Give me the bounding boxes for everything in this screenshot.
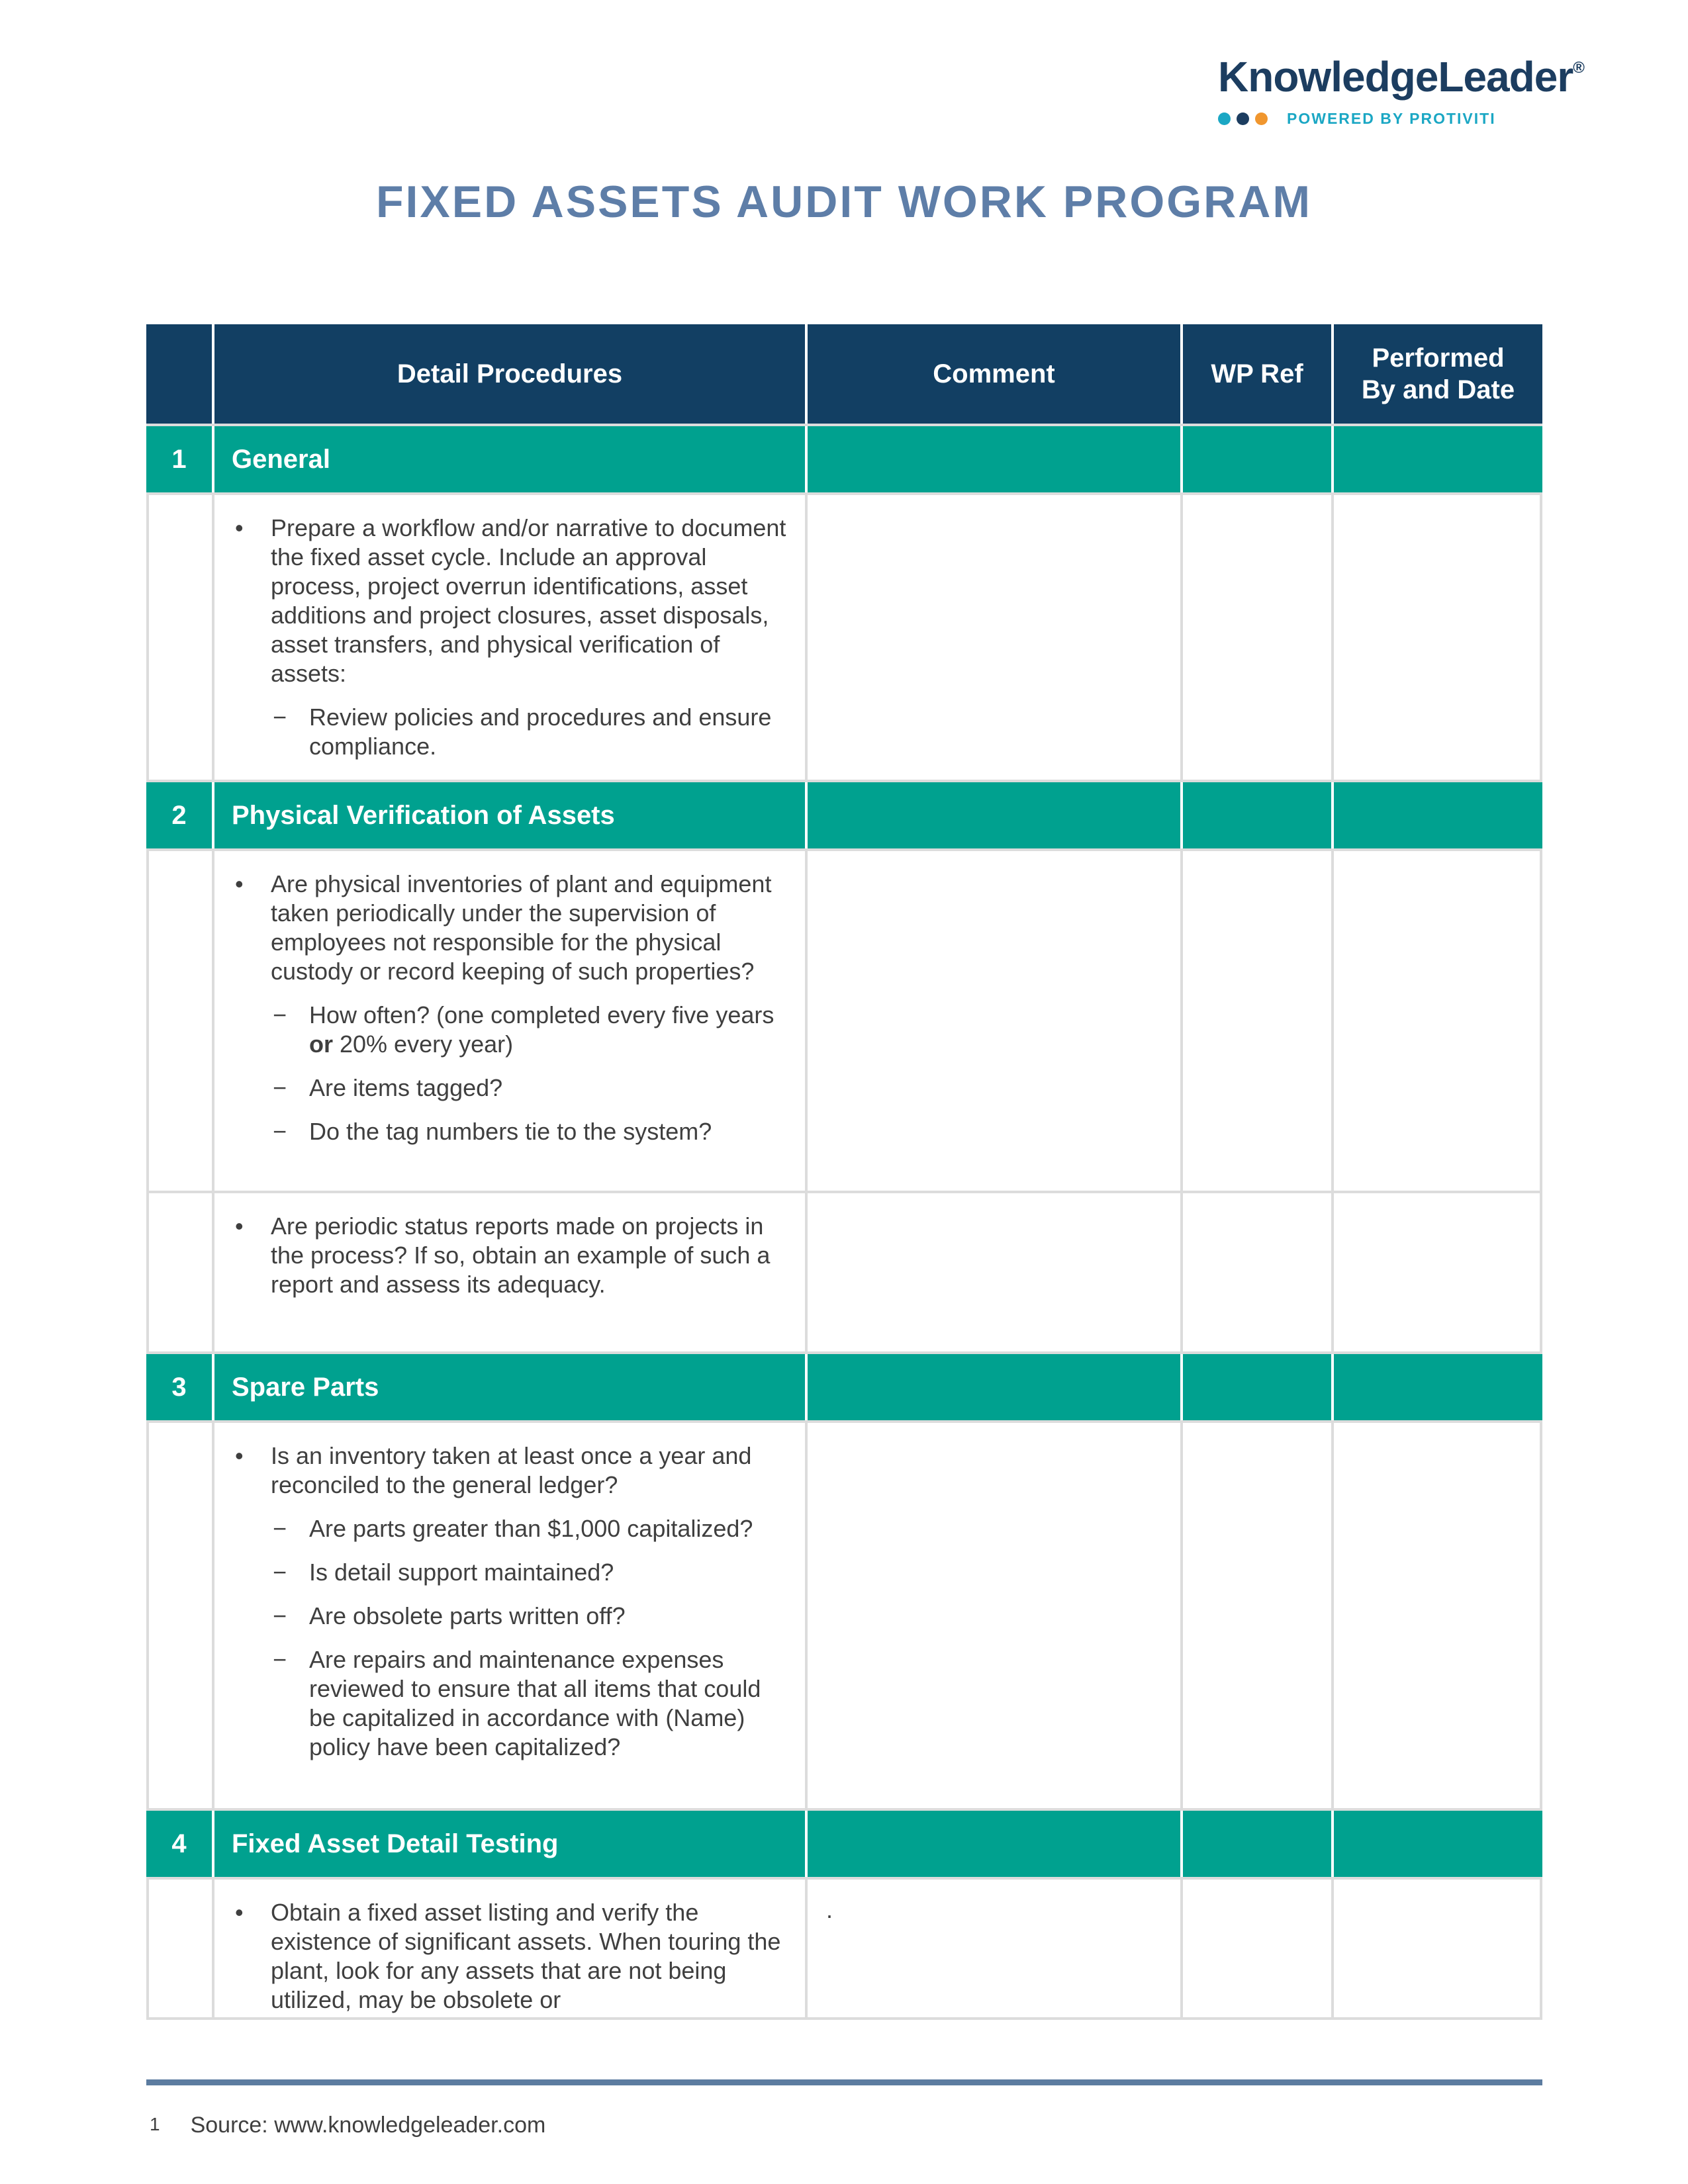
dash-marker: −	[273, 1515, 287, 1542]
header-performed-by-and-date: Performed By and Date	[1331, 324, 1542, 424]
section-row-general	[146, 424, 1542, 492]
detail-procedures-cell	[212, 1423, 805, 1808]
performed-by-cell	[1331, 851, 1542, 1191]
section-row-spare-parts	[146, 1351, 1542, 1420]
section-empty-cell	[1180, 426, 1331, 492]
wp-ref-cell	[1180, 1423, 1331, 1808]
sub-bullet-text-pre: How often? (one completed every five years	[309, 1001, 774, 1028]
logo-dot-teal-icon	[1218, 113, 1231, 125]
row-number-cell	[146, 851, 212, 1191]
registered-trademark-symbol: ®	[1573, 59, 1584, 77]
sub-bullet-text: Are items tagged?	[309, 1074, 503, 1101]
sub-bullet-item	[214, 1117, 788, 1146]
detail-row-fixed-asset-detail-testing-1	[146, 1877, 1542, 2017]
bullet-marker: •	[235, 1899, 244, 1926]
bullet-item	[214, 514, 788, 688]
row-number-cell	[146, 1193, 212, 1351]
wp-ref-cell	[1180, 495, 1331, 780]
sub-bullet-text: Are repairs and maintenance expenses reviewed to ensure that all items that could be capitalized in accordance with (Name) policy have been capitalized?	[309, 1646, 761, 1760]
footnote	[150, 2113, 545, 2138]
section-title: Physical Verification of Assets	[212, 782, 805, 848]
sub-bullet-item	[214, 1073, 788, 1103]
detail-row-physical-verification-2	[146, 1191, 1542, 1351]
comment-cell	[805, 1423, 1180, 1808]
logo-dot-navy-icon	[1237, 113, 1249, 125]
section-empty-cell	[1180, 782, 1331, 848]
dash-marker: −	[273, 1602, 287, 1629]
wp-ref-cell	[1180, 1880, 1331, 2017]
page-title: FIXED ASSETS AUDIT WORK PROGRAM	[376, 177, 1312, 227]
header-detail-procedures: Detail Procedures	[212, 324, 805, 424]
bullet-text: Prepare a workflow and/or narrative to document the fixed asset cycle. Include an approval process, project overrun identifications, asset additions and project closures, asset disposals, asset transfers, and physical verification of assets:	[271, 514, 786, 687]
table-header-row	[146, 324, 1542, 424]
sub-bullet-text: Do the tag numbers tie to the system?	[309, 1118, 712, 1145]
section-empty-cell	[805, 426, 1180, 492]
section-empty-cell	[1180, 1811, 1331, 1877]
dash-marker: −	[273, 704, 287, 731]
section-empty-cell	[805, 1354, 1180, 1420]
section-row-physical-verification	[146, 780, 1542, 848]
sub-bullet-text-post: 20% every year)	[333, 1030, 514, 1058]
sub-bullet-text: Review policies and procedures and ensure compliance.	[309, 704, 772, 760]
comment-cell	[805, 1193, 1180, 1351]
performed-by-cell	[1331, 495, 1542, 780]
sub-bullet-text	[309, 1001, 788, 1059]
section-empty-cell	[1331, 426, 1542, 492]
section-empty-cell	[1180, 1354, 1331, 1420]
footnote-number: 1	[150, 2114, 160, 2134]
section-empty-cell	[805, 782, 1180, 848]
section-number: 2	[146, 782, 212, 848]
logo-wordmark	[1218, 53, 1584, 101]
performed-by-cell	[1331, 1880, 1542, 2017]
bullet-item	[214, 870, 788, 986]
bullet-marker: •	[235, 514, 244, 541]
logo-tagline: POWERED BY PROTIVITI	[1287, 110, 1496, 127]
detail-procedures-cell	[212, 495, 805, 780]
section-row-fixed-asset-detail-testing	[146, 1808, 1542, 1877]
comment-cell	[805, 495, 1180, 780]
bullet-marker: •	[235, 870, 244, 897]
sub-bullet-item	[214, 703, 788, 761]
section-number: 4	[146, 1811, 212, 1877]
detail-row-general-1	[146, 492, 1542, 780]
header-wp-ref: WP Ref	[1180, 324, 1331, 424]
sub-bullet-item	[214, 1514, 788, 1543]
comment-cell	[805, 851, 1180, 1191]
sub-bullet-text: Are parts greater than $1,000 capitalized?	[309, 1515, 753, 1542]
bullet-marker: •	[235, 1442, 244, 1469]
detail-row-physical-verification-1	[146, 848, 1542, 1191]
section-number: 1	[146, 426, 212, 492]
section-empty-cell	[1331, 782, 1542, 848]
logo-wordmark-text: KnowledgeLeader	[1218, 53, 1573, 101]
bullet-text: Are physical inventories of plant and equipment taken periodically under the supervision of employees not responsible for the physical custody or record keeping of such properties?	[271, 870, 772, 985]
sub-bullet-item	[214, 1001, 788, 1059]
footer-rule	[146, 2079, 1542, 2085]
sub-bullet-item	[214, 1645, 788, 1762]
dash-marker: −	[273, 1118, 287, 1145]
bullet-item	[214, 1898, 788, 2015]
comment-cell: .	[805, 1880, 1180, 2017]
row-number-cell	[146, 495, 212, 780]
header-blank-cell	[146, 324, 212, 424]
bullet-item	[214, 1441, 788, 1500]
performed-by-cell	[1331, 1423, 1542, 1808]
section-empty-cell	[1331, 1354, 1542, 1420]
dash-marker: −	[273, 1074, 287, 1101]
section-number: 3	[146, 1354, 212, 1420]
sub-bullet-item	[214, 1558, 788, 1587]
section-empty-cell	[1331, 1811, 1542, 1877]
sub-bullet-text: Is detail support maintained?	[309, 1559, 614, 1586]
wp-ref-cell	[1180, 1193, 1331, 1351]
section-empty-cell	[805, 1811, 1180, 1877]
footnote-source-text: Source: www.knowledgeleader.com	[190, 2113, 546, 2138]
row-number-cell	[146, 1880, 212, 2017]
sub-bullet-item	[214, 1602, 788, 1631]
detail-procedures-cell	[212, 1880, 805, 2017]
knowledgeleader-logo	[1218, 53, 1584, 128]
row-number-cell	[146, 1423, 212, 1808]
detail-procedures-cell	[212, 851, 805, 1191]
bullet-item	[214, 1212, 788, 1299]
detail-procedures-cell	[212, 1193, 805, 1351]
logo-dot-orange-icon	[1255, 113, 1268, 125]
audit-work-program-table	[146, 324, 1542, 2020]
dash-marker: −	[273, 1559, 287, 1586]
dash-marker: −	[273, 1001, 287, 1028]
bullet-text: Obtain a fixed asset listing and verify the existence of significant assets. When touring the plant, look for any assets that are not being utilized, may be obsolete or	[271, 1899, 781, 2013]
sub-bullet-text-bold: or	[309, 1030, 333, 1058]
sub-bullet-text: Are obsolete parts written off?	[309, 1602, 626, 1629]
header-comment: Comment	[805, 324, 1180, 424]
section-title: General	[212, 426, 805, 492]
bullet-text: Are periodic status reports made on projects in the process? If so, obtain an example of such a report and assess its adequacy.	[271, 1212, 771, 1298]
section-title: Fixed Asset Detail Testing	[212, 1811, 805, 1877]
performed-by-cell	[1331, 1193, 1542, 1351]
logo-tagline-row	[1218, 110, 1584, 128]
detail-row-spare-parts-1	[146, 1420, 1542, 1808]
wp-ref-cell	[1180, 851, 1331, 1191]
bullet-marker: •	[235, 1212, 244, 1240]
bullet-text: Is an inventory taken at least once a year and reconciled to the general ledger?	[271, 1442, 752, 1498]
section-title: Spare Parts	[212, 1354, 805, 1420]
dash-marker: −	[273, 1646, 287, 1673]
